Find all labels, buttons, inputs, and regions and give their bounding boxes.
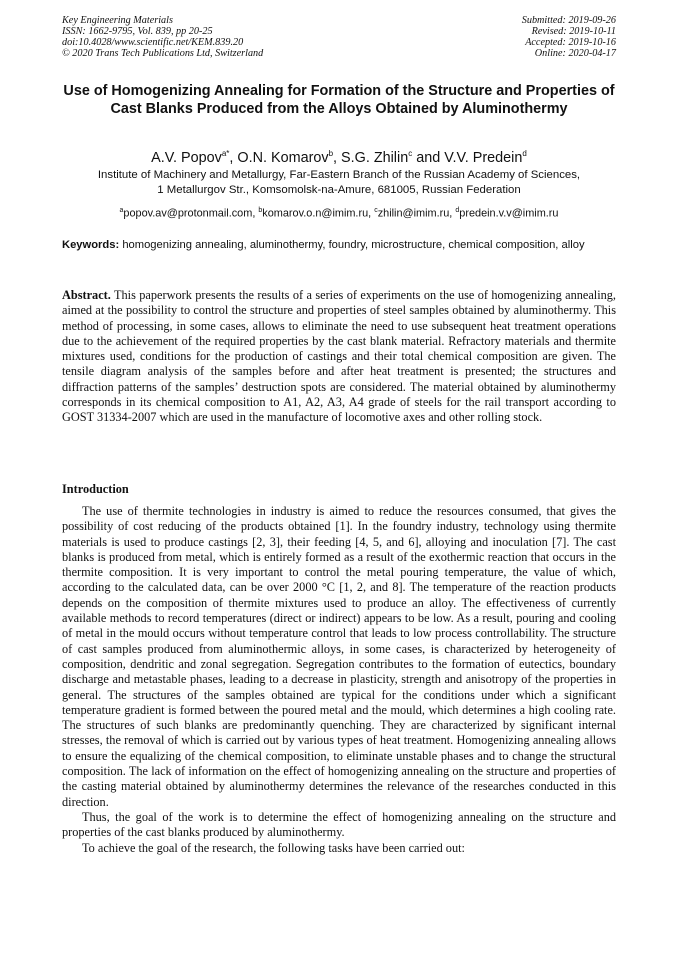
paragraph: To achieve the goal of the research, the following tasks have been carried out: — [82, 840, 465, 855]
journal-copyright: © 2020 Trans Tech Publications Ltd, Switzerland — [62, 48, 264, 59]
author-mark: b — [328, 149, 334, 158]
author-emails: $^a$popov.av@protonmail.com, $^b$komarov.o.n@imim.ru, $^c$zhilin@imim.ru, $^d$predein.v.v@imim.ru — [119, 207, 559, 220]
date-accepted: Accepted: 2019-10-16 — [525, 37, 616, 48]
journal-name: Key Engineering Materials — [62, 15, 173, 26]
author-separator: , — [229, 149, 238, 166]
author-mark: c — [408, 149, 413, 158]
author-name: A.V. Popov — [151, 149, 222, 166]
email-link[interactable]: predein.v.v@imim.ru — [459, 207, 559, 220]
affiliation-line: Institute of Machinery and Metallurgy, Far-Eastern Branch of the Russian Academy of Sciences, — [97, 169, 581, 181]
paragraph: Thus, the goal of the work is to determine the effect of homogenizing annealing on the structure and properties of the cast blanks produced by aluminothermy. — [62, 809, 616, 840]
publication-dates — [522, 15, 616, 59]
keywords-text: homogenizing annealing, aluminothermy, foundry, microstructure, chemical composition, alloy — [122, 239, 585, 251]
affiliation — [62, 168, 616, 198]
email-mark: a — [119, 207, 124, 214]
abstract-text: This paperwork presents the results of a series of experiments on the use of homogenizing annealing, aimed at the possibility to control the structure and properties of steel samples obtained by aluminothermy. This method of processing, in some cases, allows to eliminate the need to use subsequent heat treatment operations due to the achievement of the required properties by the cast blank material. Refractory materials and thermite mixtures used, conditions for the production of castings and their total chemical composition are given. The tensile diagram analysis of the samples before and after heat treatment is presented; the structures and diffraction patterns of the samples’ destruction spots are considered. The material obtained by aluminothermy corresponds in its chemical composition to A1, A2, A3, A4 grade of steels for the rail transport according to GOST 31334-2007 which are used in the manufacture of locomotive axes and other rolling stock. — [62, 288, 616, 425]
author-separator: and — [412, 149, 445, 166]
keywords-label: Keywords: — [62, 239, 120, 251]
email-mark: b — [258, 207, 263, 214]
introduction-body — [62, 504, 616, 856]
paper-title: Use of Homogenizing Annealing for Formation of the Structure and Properties of Cast Blanks Produced from the Alloys Obtained by Aluminothermy — [63, 83, 615, 117]
author-separator: , — [333, 149, 342, 166]
author-mark: a* — [221, 149, 230, 158]
author-name: V.V. Predein — [444, 149, 523, 166]
journal-info — [62, 15, 263, 59]
author-name: O.N. Komarov — [237, 149, 329, 166]
email-link[interactable]: komarov.o.n@imim.ru — [262, 207, 369, 220]
affiliation-address: 1 Metallurgov Str., Komsomolsk-na-Amure, 681005, Russian Federation — [157, 184, 521, 196]
author-mark: d — [522, 149, 527, 158]
journal-doi[interactable]: doi:10.4028/www.scientific.net/KEM.839.20 — [62, 37, 244, 48]
email-link[interactable]: popov.av@protonmail.com — [123, 207, 253, 220]
section-heading-introduction: Introduction — [62, 482, 129, 496]
journal-issn: ISSN: 1662-9795, Vol. 839, pp 20-25 — [62, 26, 213, 37]
abstract-label: Abstract. — [62, 288, 111, 302]
date-submitted: Submitted: 2019-09-26 — [521, 15, 616, 26]
date-revised: Revised: 2019-10-11 — [531, 26, 616, 37]
date-online: Online: 2020-04-17 — [534, 48, 616, 59]
author-list — [62, 144, 616, 168]
author-name: S.G. Zhilin — [341, 149, 409, 166]
paragraph: The use of thermite technologies in industry is aimed to reduce the resources consumed, that gives the possibility of cost reducing of the products obtained [1]. In the foundry industry, technology using thermite materials is used to produce castings [2, 3], their feeding [4, 5, and 6], alloying and inoculation [7]. The cast blanks is produced from metal, which is entirely formed as a result of the exothermic reaction that occurs in the thermite composition. It is very important to control the metal pouring temperature, the value of which, according to the calculated data, can be over 2000 °C [1, 2, and 8]. The temperature of the reaction products depends on the composition of thermite mixtures used to produce an alloy. The effectiveness of currently available methods to record temperatures (direct or indirect) appears to be low. As a result, pouring and cooling of metal in the mould occurs without temperature control that leads to low process controllability. The structure of cast samples produced from aluminothermic alloys, in some cases, is characterized by heterogeneity of composition, dendritic and zonal segregation. Segregation contributes to the formation of eutectics, boundary discharge and metastable phases, leading to a decrease in plasticity, strength and anisotropy of the properties in general. The structures of the samples obtained are typical for the conditions under which a significant temperature gradient is formed between the poured metal and the mould, which determines a high cooling rate. The structures of such blanks are predominantly quenching. They are characterized by significant internal stresses, the removal of which is carried out by various types of heat treatment. Homogenizing annealing allows to ensure the equalizing of the chemical composition, to eliminate unstable phases and to change the structural composition. The lack of information on the effect of homogenizing annealing on the structure and properties of the casting material obtained by aluminothermy determines the relevance of the researches conducted in this direction. — [62, 504, 616, 809]
email-link[interactable]: zhilin@imim.ru — [377, 207, 450, 220]
abstract-block — [62, 288, 616, 426]
email-mark: c — [374, 207, 378, 214]
keywords-block — [62, 238, 616, 252]
email-mark: d — [455, 207, 460, 214]
